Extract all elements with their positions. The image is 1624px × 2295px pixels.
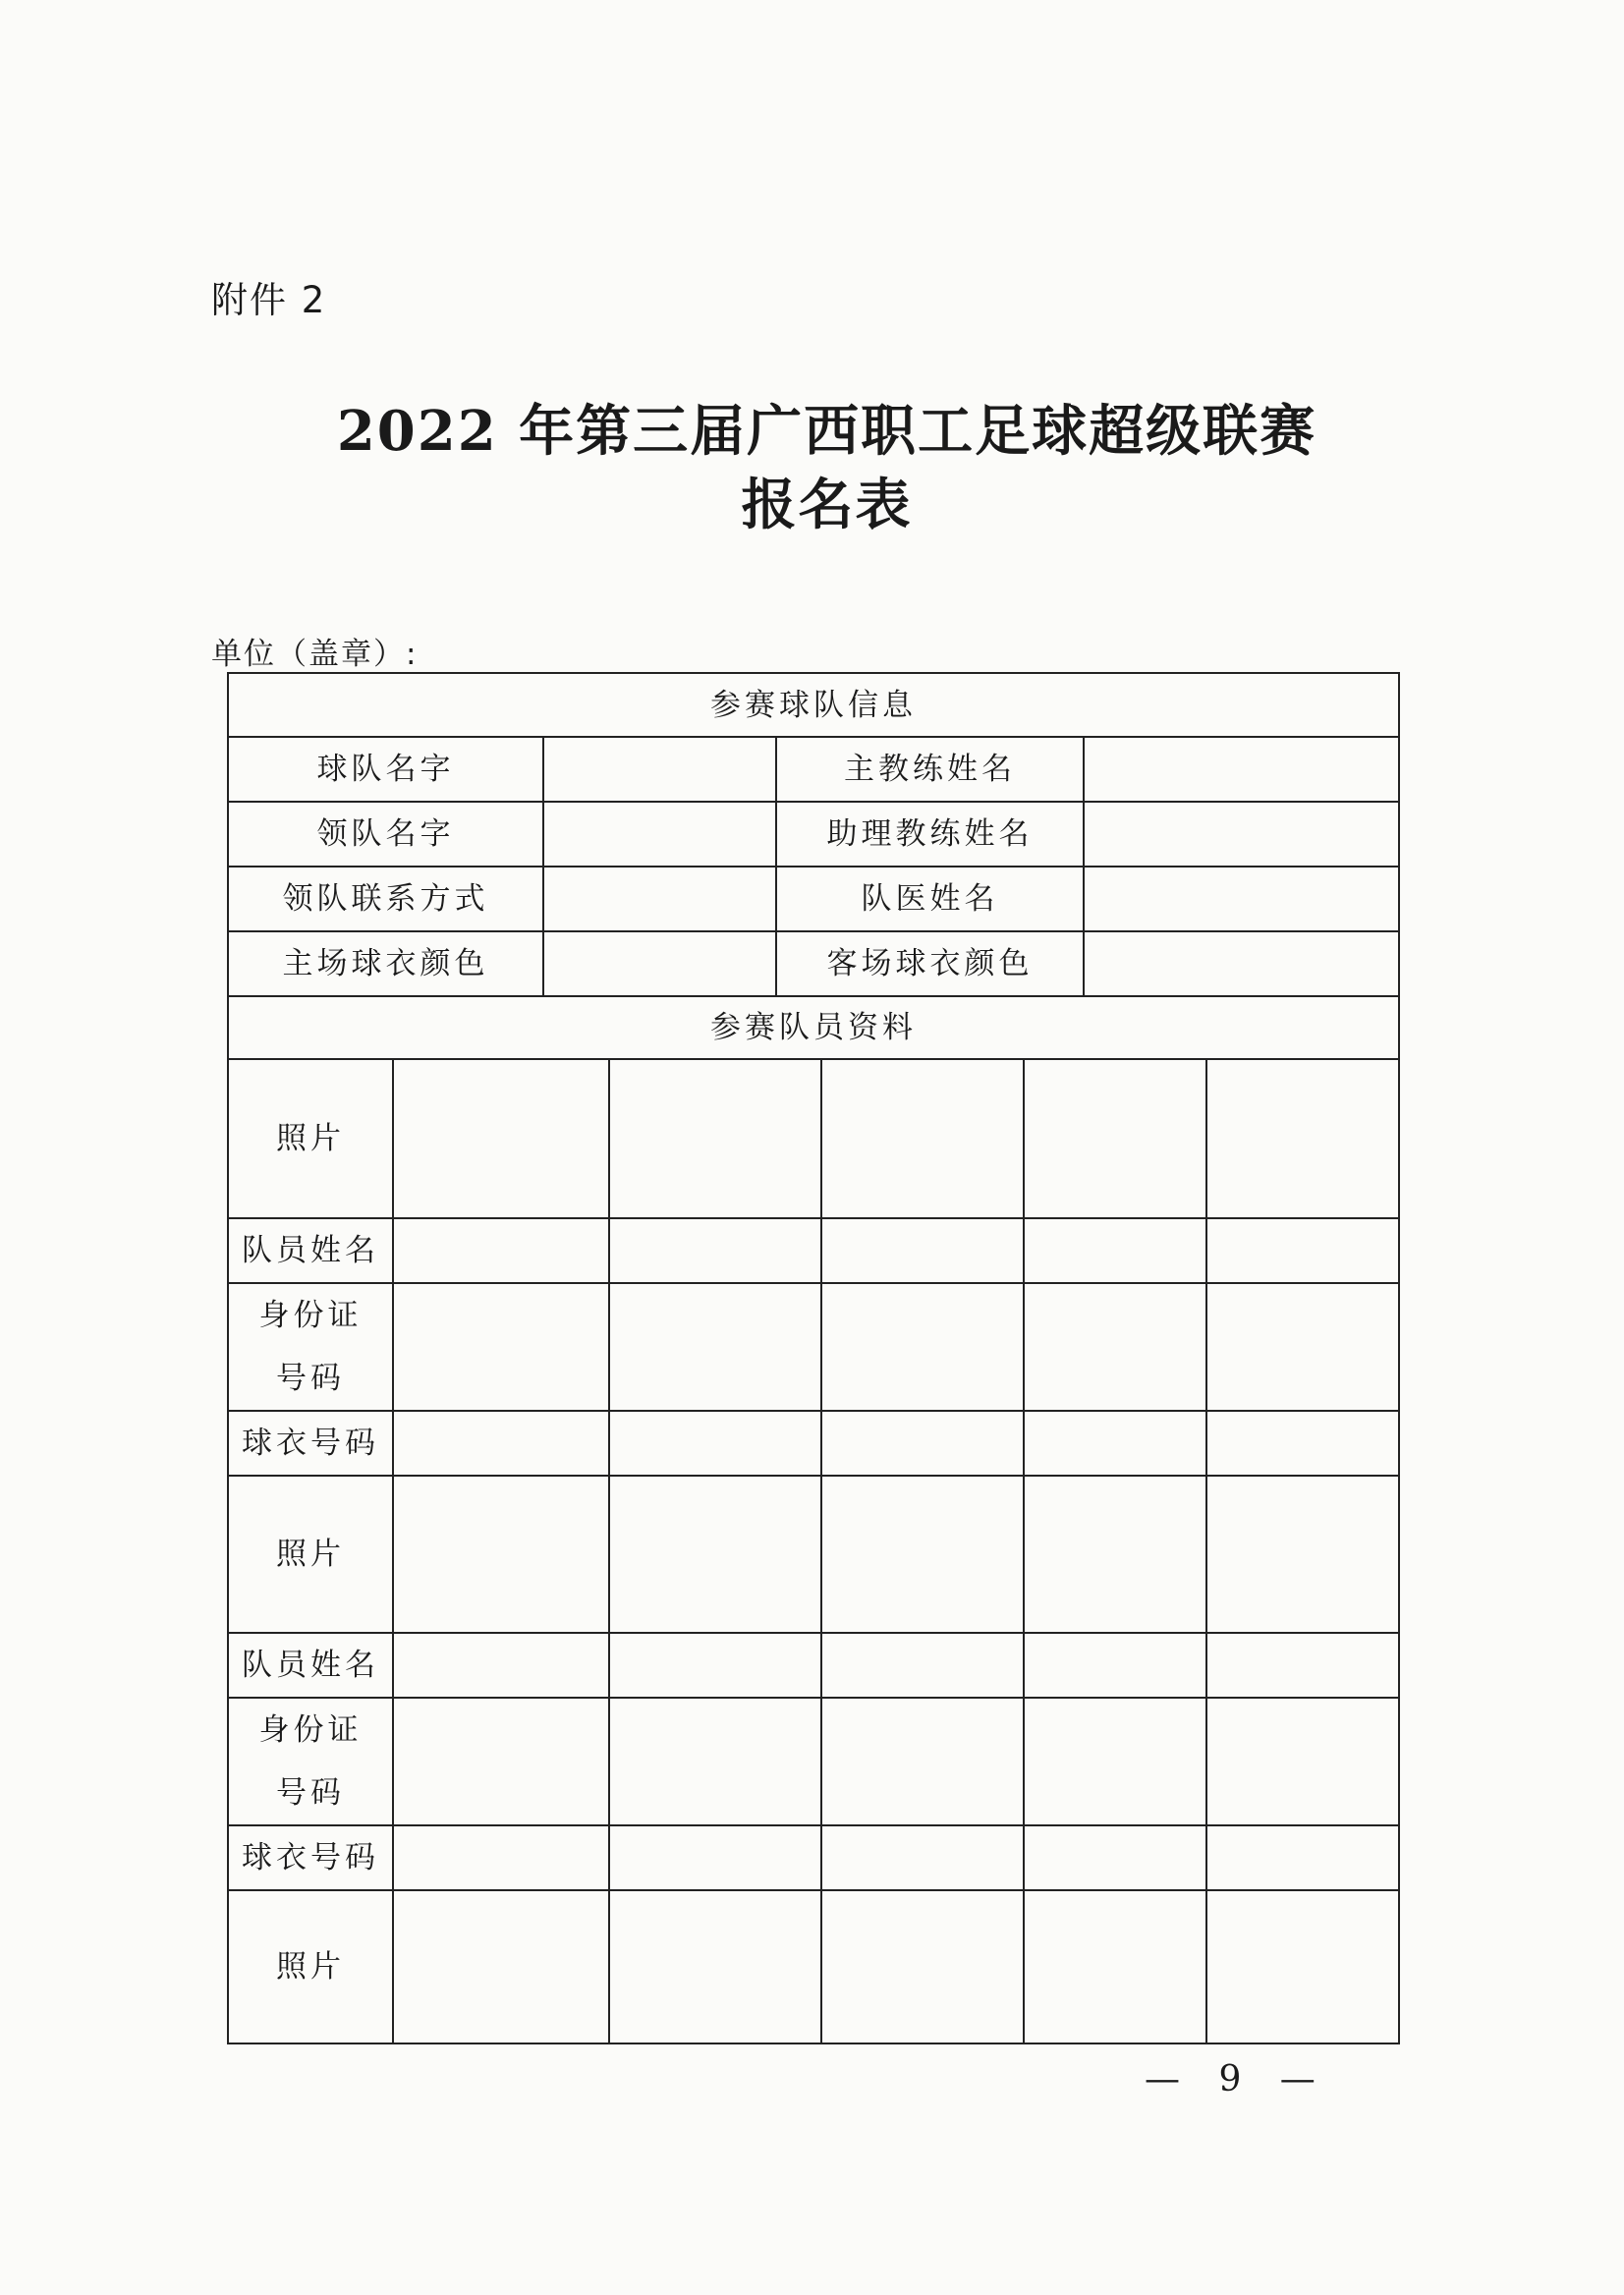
title-line-2: 报名表 xyxy=(741,473,913,537)
label-id-line2: 号码 xyxy=(276,1775,345,1811)
label-jersey-number: 球衣号码 xyxy=(242,1840,379,1875)
label-away-jersey: 客场球衣颜色 xyxy=(826,946,1034,981)
label-assistant-coach: 助理教练姓名 xyxy=(826,816,1034,852)
label-leader-contact: 领队联系方式 xyxy=(282,881,489,917)
label-photo: 照片 xyxy=(276,1949,345,1985)
label-id-line2: 号码 xyxy=(276,1361,345,1396)
annex-label: 附件 2 xyxy=(211,279,327,321)
label-player-name: 队员姓名 xyxy=(242,1233,379,1268)
label-photo: 照片 xyxy=(276,1121,345,1156)
team-info-section-title: 参赛球队信息 xyxy=(710,687,917,723)
title-line-1: 2022 年第三届广西职工足球超级联赛 xyxy=(336,399,1317,464)
label-id-line1: 身份证 xyxy=(258,1712,363,1748)
label-team-name: 球队名字 xyxy=(316,752,455,787)
label-jersey-number: 球衣号码 xyxy=(242,1426,379,1461)
label-home-jersey: 主场球衣颜色 xyxy=(282,946,489,981)
page-number: — 9 — xyxy=(1145,2059,1329,2099)
label-id-number xyxy=(228,1283,393,1411)
label-team-doctor: 队医姓名 xyxy=(861,881,999,917)
label-leader-name: 领队名字 xyxy=(316,816,455,852)
label-player-name: 队员姓名 xyxy=(242,1648,379,1683)
unit-stamp-label: 单位（盖章）: xyxy=(211,637,419,672)
players-section-title: 参赛队员资料 xyxy=(710,1010,917,1045)
label-head-coach: 主教练姓名 xyxy=(844,752,1016,787)
label-id-number xyxy=(228,1698,393,1825)
label-id-line1: 身份证 xyxy=(258,1298,363,1333)
label-photo: 照片 xyxy=(276,1537,345,1572)
